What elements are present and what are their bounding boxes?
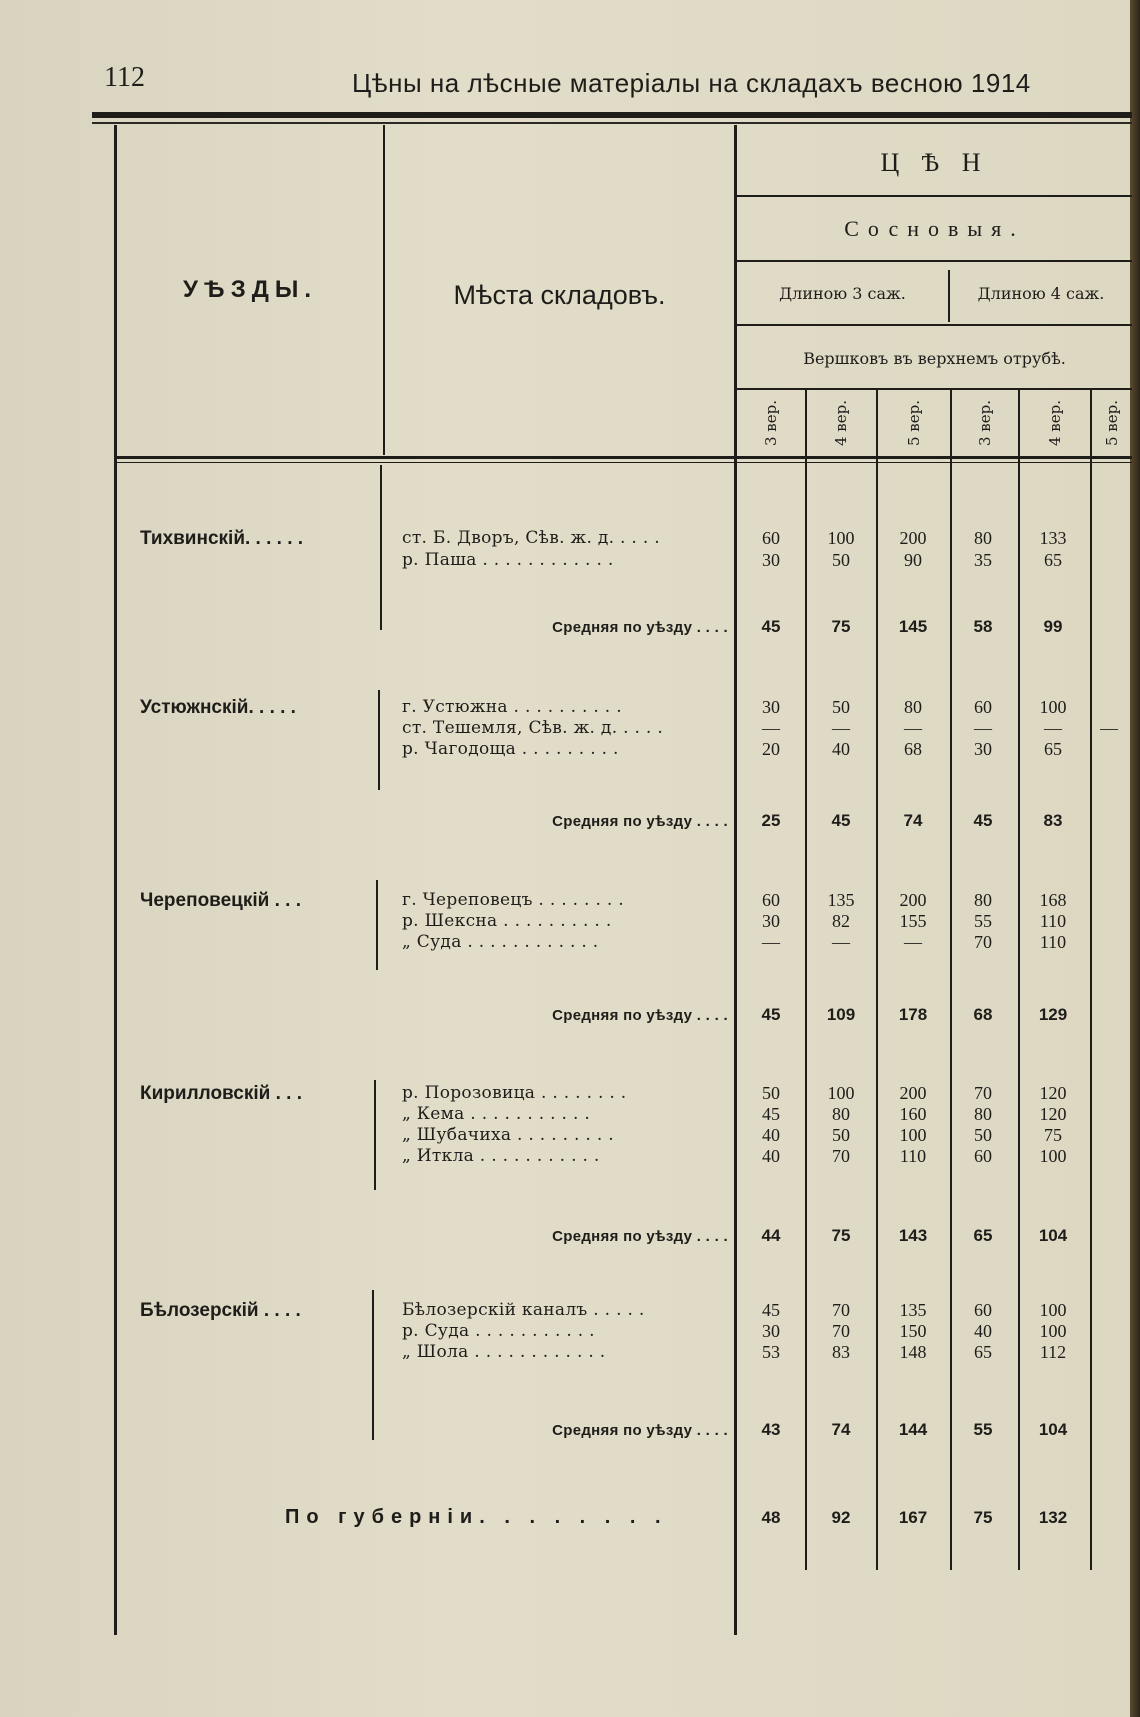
place-name: „ Шубачиха . . . . . . . . . (402, 1125, 614, 1145)
sub-header-cell (878, 392, 950, 454)
table-cell: 70 (832, 1300, 850, 1320)
table-cell: 104 (1038, 1420, 1068, 1439)
table-cell: 200 (899, 890, 927, 910)
table-cell: 160 (899, 1104, 927, 1124)
table-cell: 35 (974, 550, 992, 570)
sub-header-cell (1092, 392, 1132, 454)
table-cell: 60 (762, 890, 780, 910)
col-header-ceny: Ц Ѣ Н (880, 147, 989, 177)
table-cell: — (974, 718, 992, 738)
col-divider-uezd (372, 1290, 374, 1440)
table-cell: 50 (974, 1125, 992, 1145)
district-name: Кирилловскій . . . (140, 1083, 302, 1104)
table-cell: 80 (904, 697, 922, 717)
table-cell: 148 (899, 1342, 927, 1362)
col-divider-uezd (374, 1080, 376, 1190)
hdr-bottom-rule-thin (117, 462, 1132, 463)
col-header-mesta: Мѣста складовъ. (453, 279, 666, 310)
sub-header-label: 5 вер. (1103, 399, 1122, 447)
col-header-length-4: Длиною 4 саж. (977, 284, 1105, 303)
table-cell: — (832, 932, 850, 952)
table-cell: 68 (973, 1005, 993, 1024)
table-cell: 65 (973, 1226, 993, 1245)
table-left-border (114, 125, 117, 1635)
table-cell: — (904, 932, 922, 952)
district-average-label: Средняя по уѣзду . . . . (552, 1007, 728, 1024)
table-cell: 30 (762, 911, 780, 931)
table-cell: 100 (1039, 1321, 1067, 1341)
col-header-uezdy: УѢЗДЫ. (182, 276, 318, 303)
table-cell: 55 (974, 911, 992, 931)
col-header-length-3: Длиною 3 саж. (779, 284, 906, 303)
col-divider-uezd (376, 880, 378, 970)
table-cell: 58 (973, 617, 993, 636)
running-head (0, 58, 1140, 108)
table-cell: 132 (1038, 1508, 1068, 1527)
header-rule (92, 112, 1132, 118)
table-cell: 45 (761, 1005, 781, 1024)
district-name: Череповецкій . . . (140, 890, 301, 911)
table-cell: 75 (831, 617, 851, 636)
table-cell: 167 (898, 1508, 928, 1527)
table-cell: 109 (826, 1005, 856, 1024)
table-cell: 120 (1039, 1104, 1067, 1124)
table-cell: 100 (1039, 697, 1067, 717)
table-cell: 145 (898, 617, 928, 636)
table-cell: 82 (832, 911, 850, 931)
place-name: „ Кема . . . . . . . . . . . (402, 1104, 591, 1124)
table-cell: 50 (832, 697, 850, 717)
table-cell: — (1044, 718, 1062, 738)
place-name: Бѣлозерскій каналъ . . . . . (402, 1300, 645, 1320)
sub-header-label: 4 вер. (832, 399, 851, 447)
sub-header-cell (807, 392, 876, 454)
col-header-vershki: Вершковъ въ верхнемъ отрубѣ. (803, 348, 1066, 368)
district-average-label: Средняя по уѣзду . . . . (552, 1422, 728, 1439)
table-cell: 75 (831, 1226, 851, 1245)
table-cell: 200 (899, 1083, 927, 1103)
province-total-label: По губерніи. . . . . . . . (285, 1506, 668, 1528)
table-cell: 60 (974, 697, 992, 717)
sub-header-cell (1020, 392, 1090, 454)
table-cell: 135 (827, 890, 855, 910)
table-cell: 30 (974, 739, 992, 759)
table-cell: 75 (1044, 1125, 1062, 1145)
table-cell: 80 (974, 890, 992, 910)
table-cell: 92 (831, 1508, 851, 1527)
table-cell: 65 (974, 1342, 992, 1362)
table-cell: 43 (761, 1420, 781, 1439)
table-cell: 112 (1039, 1342, 1067, 1362)
table-cell: 70 (974, 1083, 992, 1103)
place-name: ст. Б. Дворъ, Сѣв. ж. д. . . . . (402, 528, 660, 548)
table-cell: 99 (1043, 617, 1063, 636)
table-cell: 74 (831, 1420, 851, 1439)
table-cell: 100 (1039, 1146, 1067, 1166)
district-average-label: Средняя по уѣзду . . . . (552, 813, 728, 830)
table-cell: 90 (904, 550, 922, 570)
place-name: ст. Тешемля, Сѣв. ж. д. . . . . (402, 718, 664, 738)
table-cell: 45 (762, 1300, 780, 1320)
col-divider-sub (1090, 390, 1092, 1570)
table-cell: 70 (832, 1321, 850, 1341)
place-name: р. Чагодоща . . . . . . . . . (402, 739, 619, 759)
table-cell: 44 (761, 1226, 781, 1245)
place-name: р. Суда . . . . . . . . . . . (402, 1321, 595, 1341)
table-cell: 50 (832, 1125, 850, 1145)
hdr-rule-ceny (737, 195, 1132, 197)
table-cell: 53 (762, 1342, 780, 1362)
table-cell: 110 (1039, 932, 1067, 952)
table-cell: 150 (899, 1321, 927, 1341)
table-cell: 104 (1038, 1226, 1068, 1245)
table-cell: 144 (898, 1420, 928, 1439)
table-cell: 133 (1039, 528, 1067, 548)
district-name: Тихвинскій. . . . . . (140, 528, 304, 549)
col-header-wood: Сосновыя. (844, 216, 1025, 241)
table-cell: 65 (1044, 550, 1062, 570)
table-cell: 135 (899, 1300, 927, 1320)
table-cell: 178 (898, 1005, 928, 1024)
sub-header-label: 5 вер. (904, 399, 923, 447)
sub-header-label: 4 вер. (1045, 399, 1064, 447)
table-cell: 45 (761, 617, 781, 636)
table-cell: 75 (973, 1508, 993, 1527)
table-cell: — (1100, 718, 1118, 738)
hdr-bottom-rule (117, 456, 1132, 459)
place-name: г. Череповецъ . . . . . . . . (402, 890, 624, 910)
table-cell: 60 (974, 1300, 992, 1320)
table-cell: 83 (1043, 811, 1063, 830)
table-cell: 40 (762, 1146, 780, 1166)
place-name: г. Устюжна . . . . . . . . . . (402, 697, 622, 717)
table-cell: 65 (1044, 739, 1062, 759)
table-cell: 45 (762, 1104, 780, 1124)
table-cell: — (832, 718, 850, 738)
table-cell: 80 (974, 1104, 992, 1124)
table-cell: 40 (762, 1125, 780, 1145)
table-cell: 50 (762, 1083, 780, 1103)
hdr-rule-vershki (737, 388, 1132, 390)
hdr-rule-length (737, 324, 1132, 326)
table-cell: 129 (1038, 1005, 1068, 1024)
table-cell: 80 (974, 528, 992, 548)
table-cell: 50 (832, 550, 850, 570)
table-cell: 30 (762, 697, 780, 717)
table-cell: 80 (832, 1104, 850, 1124)
district-average-label: Средняя по уѣзду . . . . (552, 1228, 728, 1245)
table-cell: 120 (1039, 1083, 1067, 1103)
table-cell: 100 (1039, 1300, 1067, 1320)
table-cell: 100 (899, 1125, 927, 1145)
table-cell: 70 (974, 932, 992, 952)
table-cell: — (762, 718, 780, 738)
table-cell: 110 (899, 1146, 927, 1166)
table-cell: 68 (904, 739, 922, 759)
table-cell: 20 (762, 739, 780, 759)
header-rule-thin (92, 122, 1132, 124)
table-cell: 60 (974, 1146, 992, 1166)
col-divider-uezd (378, 690, 380, 790)
place-name: „ Суда . . . . . . . . . . . . (402, 932, 599, 952)
table-cell: 83 (832, 1342, 850, 1362)
col-divider-uezd (380, 465, 382, 630)
col-divider-sub (805, 390, 807, 1570)
table-cell: 55 (973, 1420, 993, 1439)
col-divider-sub (876, 390, 878, 1570)
table-cell: — (762, 932, 780, 952)
sub-header-cell (737, 392, 805, 454)
district-name: Бѣлозерскій . . . . (140, 1300, 301, 1321)
district-average-label: Средняя по уѣзду . . . . (552, 619, 728, 636)
table-cell: 60 (762, 528, 780, 548)
place-name: „ Шола . . . . . . . . . . . . (402, 1342, 606, 1362)
table-cell: 110 (1039, 911, 1067, 931)
place-name: р. Шексна . . . . . . . . . . (402, 911, 612, 931)
table-cell: 74 (903, 811, 923, 830)
sub-header-label: 3 вер. (975, 399, 994, 447)
table-cell: 45 (973, 811, 993, 830)
table-cell: 70 (832, 1146, 850, 1166)
table-cell: 40 (832, 739, 850, 759)
place-name: р. Паша . . . . . . . . . . . . (402, 550, 614, 570)
sub-header-label: 3 вер. (761, 399, 780, 447)
table-cell: 155 (899, 911, 927, 931)
table-cell: 30 (762, 1321, 780, 1341)
table-cell: 100 (827, 528, 855, 548)
table-cell: 200 (899, 528, 927, 548)
table-cell: 45 (831, 811, 851, 830)
sub-header-cell (952, 392, 1018, 454)
table-cell: 168 (1039, 890, 1067, 910)
hdr-rule-wood (737, 260, 1132, 262)
district-name: Устюжнскій. . . . . (140, 697, 296, 718)
table-cell: 40 (974, 1321, 992, 1341)
place-name: р. Порозовица . . . . . . . . (402, 1083, 627, 1103)
table-cell: 48 (761, 1508, 781, 1527)
table-cell: 25 (761, 811, 781, 830)
table-cell: 30 (762, 550, 780, 570)
table-cell: 143 (898, 1226, 928, 1245)
table-cell: 100 (827, 1083, 855, 1103)
page-number: 112 (104, 62, 145, 93)
place-name: „ Иткла . . . . . . . . . . . (402, 1146, 600, 1166)
table-cell: — (904, 718, 922, 738)
running-title: Цѣны на лѣсные матеріалы на складахъ весною 1914 (352, 68, 1031, 98)
